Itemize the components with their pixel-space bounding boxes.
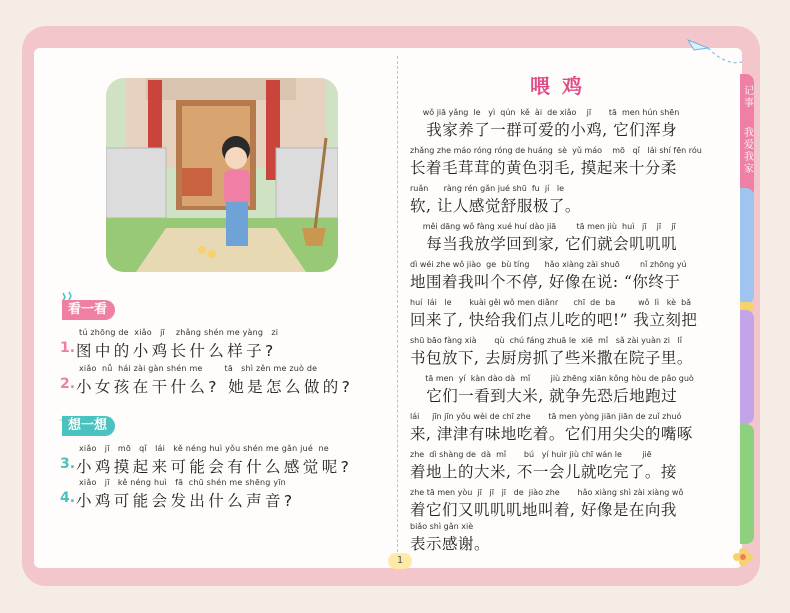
story-line-text: 表示感谢。	[410, 535, 491, 553]
story-line-pinyin: shū bāo fàng xià qù chú fáng zhuā le xiē mǐ sǎ zài yuàn zi lǐ	[410, 336, 682, 345]
story-line-text: 书包放下, 去厨房抓了些米撒在院子里。	[410, 349, 693, 367]
story-line-pinyin: dì wéi zhe wǒ jiào ge bù tíng hǎo xiàng zài shuō nǐ zhōng yú	[410, 260, 687, 269]
story-line-pinyin: biǎo shì gǎn xiè	[410, 522, 474, 531]
look-section-tag: 看一看	[62, 300, 115, 320]
paper-plane-icon	[686, 36, 746, 68]
question-text: 小鸡摸起来可能会有什么感觉呢?	[76, 458, 353, 476]
question-pinyin: tú zhōng de xiǎo jī zhǎng shén me yàng zi	[79, 328, 279, 337]
question-number: 3.	[60, 456, 76, 472]
story-line-text: 着它们又叽叽叽地叫着, 好像是在向我	[410, 501, 677, 519]
story-line-pinyin: wǒ jiā yǎng le yì qún kě ài de xiǎo jī tā men hún shēn	[410, 108, 680, 117]
question-text: 图中的小鸡长什么样子?	[76, 342, 277, 360]
story-line-text: 回来了, 快给我们点儿吃的吧!” 我立刻把	[410, 311, 698, 329]
story-line-text: 它们一看到大米, 就争先恐后地跑过	[410, 387, 678, 405]
story-line-pinyin: lái jīn jīn yǒu wèi de chī zhe tā men yòng jiān jiān de zuǐ zhuó	[410, 412, 682, 421]
story-line-pinyin: zhe dì shàng de dà mǐ bú yí huìr jiù chī wán le jiē	[410, 450, 652, 459]
story-title: 喂鸡	[530, 74, 594, 98]
side-tab-label-1: 记事	[744, 86, 754, 109]
story-line-text: 长着毛茸茸的黄色羽毛, 摸起来十分柔	[410, 159, 677, 177]
think-section-tag: 想一想	[62, 416, 115, 436]
page-spine	[397, 56, 398, 562]
side-tab-blue[interactable]	[740, 188, 754, 304]
story-line-pinyin: huí lái le kuài gěi wǒ men diǎnr chī de ba wǒ lì kè bǎ	[410, 298, 692, 307]
story-line-text: 地围着我叫个不停, 好像在说: “你终于	[410, 273, 681, 291]
story-line-text: 着地上的大米, 不一会儿就吃完了。接	[410, 463, 677, 481]
story-line-pinyin: tā men yí kàn dào dà mǐ jiù zhēng xiān kǒng hòu de pǎo guò	[410, 374, 694, 383]
story-line-text: 软, 让人感觉舒服极了。	[410, 197, 581, 215]
question-number: 4.	[60, 490, 76, 506]
side-tab-green[interactable]	[740, 424, 754, 544]
story-line-pinyin: zhe tā men yòu jī jī jī de jiào zhe hǎo xiàng shì zài xiàng wǒ	[410, 488, 684, 497]
flower-icon	[732, 546, 754, 568]
story-line-pinyin: ruǎn ràng rén gǎn jué shū fu jí le	[410, 184, 565, 193]
story-line-text: 我家养了一群可爱的小鸡, 它们浑身	[410, 121, 678, 139]
page-number: 1	[388, 553, 412, 569]
story-line-pinyin: měi dāng wǒ fàng xué huí dào jiā tā men jiù huì jī jī jī	[410, 222, 676, 231]
question-pinyin: xiǎo jī mō qǐ lái kě néng huì yǒu shén me gǎn jué ne	[79, 444, 329, 453]
story-line-pinyin: zhǎng zhe máo róng róng de huáng sè yǔ máo mō qǐ lái shí fēn róu	[410, 146, 702, 155]
question-pinyin: xiǎo jī kě néng huì fā chū shén me shēng yīn	[79, 478, 286, 487]
question-text: 小鸡可能会发出什么声音?	[76, 492, 296, 510]
question-pinyin: xiǎo nǚ hái zài gàn shén me tā shì zěn me zuò de	[79, 364, 318, 373]
question-number: 1.	[60, 340, 76, 356]
story-illustration	[106, 78, 338, 272]
story-line-text: 来, 津津有味地吃着。它们用尖尖的嘴啄	[410, 425, 693, 443]
story-line-text: 每当我放学回到家, 它们就会叽叽叽	[410, 235, 678, 253]
question-text: 小女孩在干什么? 她是怎么做的?	[76, 378, 354, 396]
side-tab-label-2: 我爱我家	[744, 128, 754, 175]
side-tab-purple[interactable]	[740, 310, 754, 424]
question-number: 2.	[60, 376, 76, 392]
